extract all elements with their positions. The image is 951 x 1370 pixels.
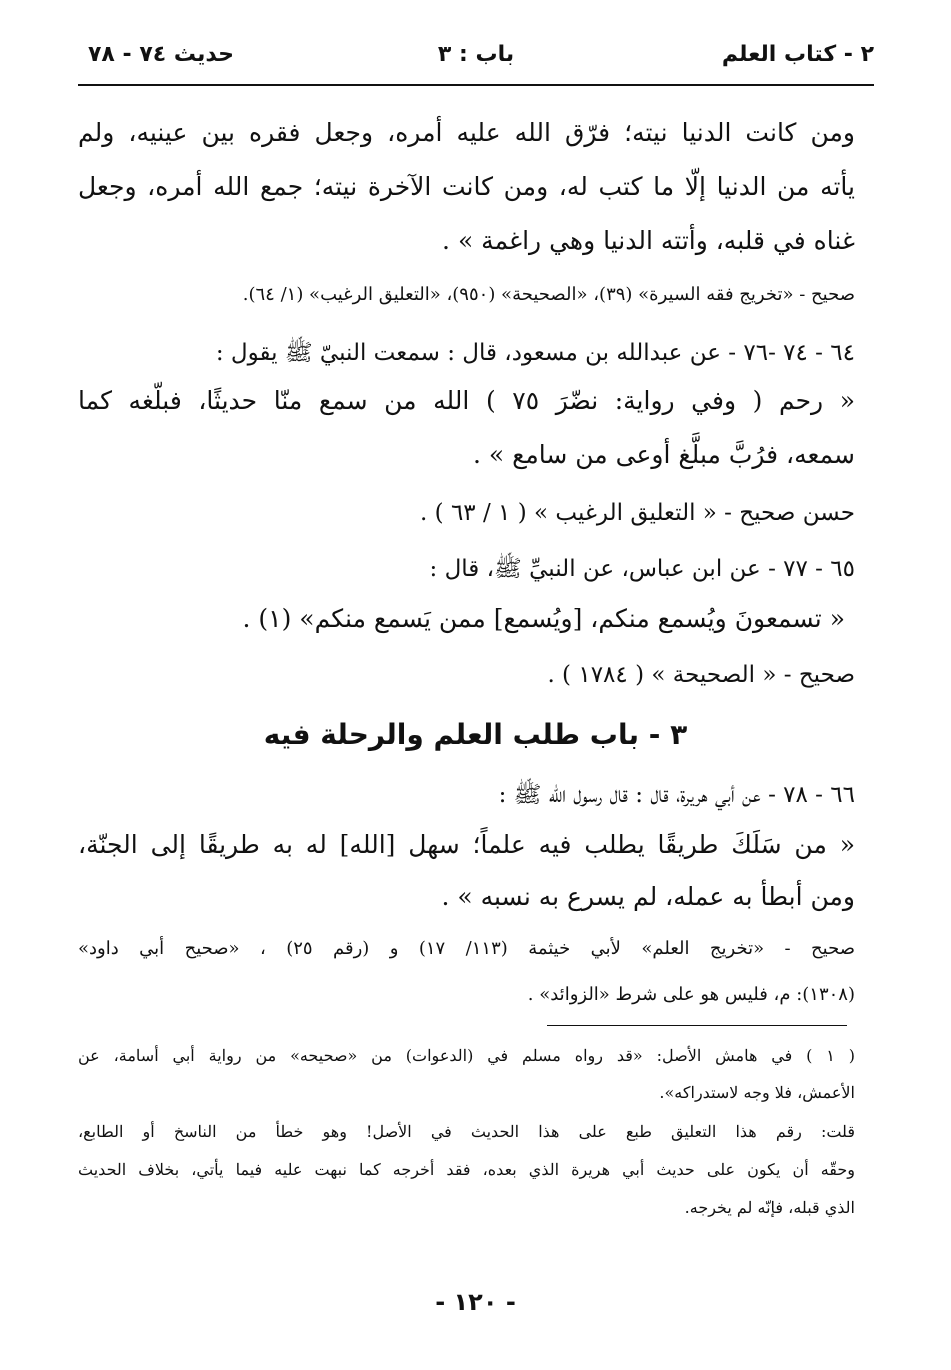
running-head-chapter: باب : ٣	[437, 42, 515, 67]
page-number: - ١٢٠ -	[435, 1288, 516, 1316]
hadith-66-text-1: « من سَلَكَ طريقًا يطلب فيه علماً؛ سهل [الله] له به طريقًا إلى الجنّة،	[78, 830, 855, 859]
hadith-64-text-1: « رحم ( وفي رواية: نضّرَ ٧٥ ) الله من سمع منّا حديثًا، فبلّغه كما	[78, 386, 855, 415]
grading-2: حسن صحيح - « التعليق الرغيب » ( ١ / ٦٣ ) .	[420, 500, 855, 526]
editor-note-line-2: وحقّه أن يكون على حديث أبي هريرة الذي بعده، فقد أخرجه كما نبهت عليه فيما يأتي، بخلاف الحديث	[78, 1160, 856, 1179]
grading-1: صحيح - «تخريج فقه السيرة» (٣٩)، «الصحيحة» (٩٥٠)، «التعليق الرغيب» (١/ ٦٤).	[242, 284, 855, 305]
footnote-rule	[547, 1025, 847, 1026]
editor-note-line-3: الذي قبله، فإنّه لم يخرجه.	[684, 1198, 855, 1217]
hadith-64-text-2: سمعه، فرُبَّ مبلَّغ أوعى من سامع » .	[472, 440, 855, 469]
hadith-66-text-2: ومن أبطأ به عمله، لم يسرع به نسبه » .	[441, 882, 855, 911]
grading-4-line-1: صحيح - «تخريج العلم» لأبي خيثمة (١١٣/ ١٧) و (رقم ٢٥) ، «صحيح أبي داود»	[78, 938, 855, 959]
grading-4-line-2: (١٣٠٨): م، فليس هو على شرط «الزوائد» .	[527, 984, 855, 1005]
footnote-1-line-1: ( ١ ) في هامش الأصل: «قد رواه مسلم في (الدعوات) من «صحيحه» من رواية أبي أسامة، عن	[78, 1046, 855, 1065]
body-line-2: يأته من الدنيا إلّا ما كتب له، ومن كانت الآخرة نيته؛ جمع الله أمره، وجعل	[78, 172, 855, 201]
hadith-66-intro: ٦٦ - ٧٨ - عن أبي هريرة، قال : قال رسول الله ﷺ :	[498, 782, 855, 808]
footnote-1-line-2: الأعمش، فلا وجه لاستدراكه».	[659, 1083, 855, 1102]
grading-3: صحيح - « الصحيحة » ( ١٧٨٤ ) .	[547, 662, 855, 688]
hadith-64-intro: ٦٤ - ٧٤ -٧٦ - عن عبدالله بن مسعود، قال : سمعت النبيّ ﷺ يقول :	[215, 340, 855, 366]
body-line-1: ومن كانت الدنيا نيته؛ فرّق الله عليه أمره، وجعل فقره بين عينيه، ولم	[78, 118, 855, 147]
running-head-hadith-range: حديث ٧٤ - ٧٨	[88, 42, 234, 67]
editor-note-line-1: قلت: رقم هذا التعليق طبع على هذا الحديث في الأصل! وهو خطأ من الناسخ أو الطابع،	[78, 1122, 855, 1141]
running-head	[78, 42, 874, 78]
running-head-book: ٢ - كتاب العلم	[721, 42, 874, 67]
hadith-65-intro: ٦٥ - ٧٧ - عن ابن عباس، عن النبيِّ ﷺ، قال :	[429, 556, 855, 582]
header-rule	[78, 84, 874, 86]
hadith-65-text: « تسمعونَ ويُسمع منكم، [ويُسمع] ممن يَسمع منكم» (١) .	[242, 604, 845, 633]
chapter-heading: ٣ - باب طلب العلم والرحلة فيه	[263, 718, 688, 751]
body-line-3: غناه في قلبه، وأتته الدنيا وهي راغمة » .	[442, 226, 855, 255]
